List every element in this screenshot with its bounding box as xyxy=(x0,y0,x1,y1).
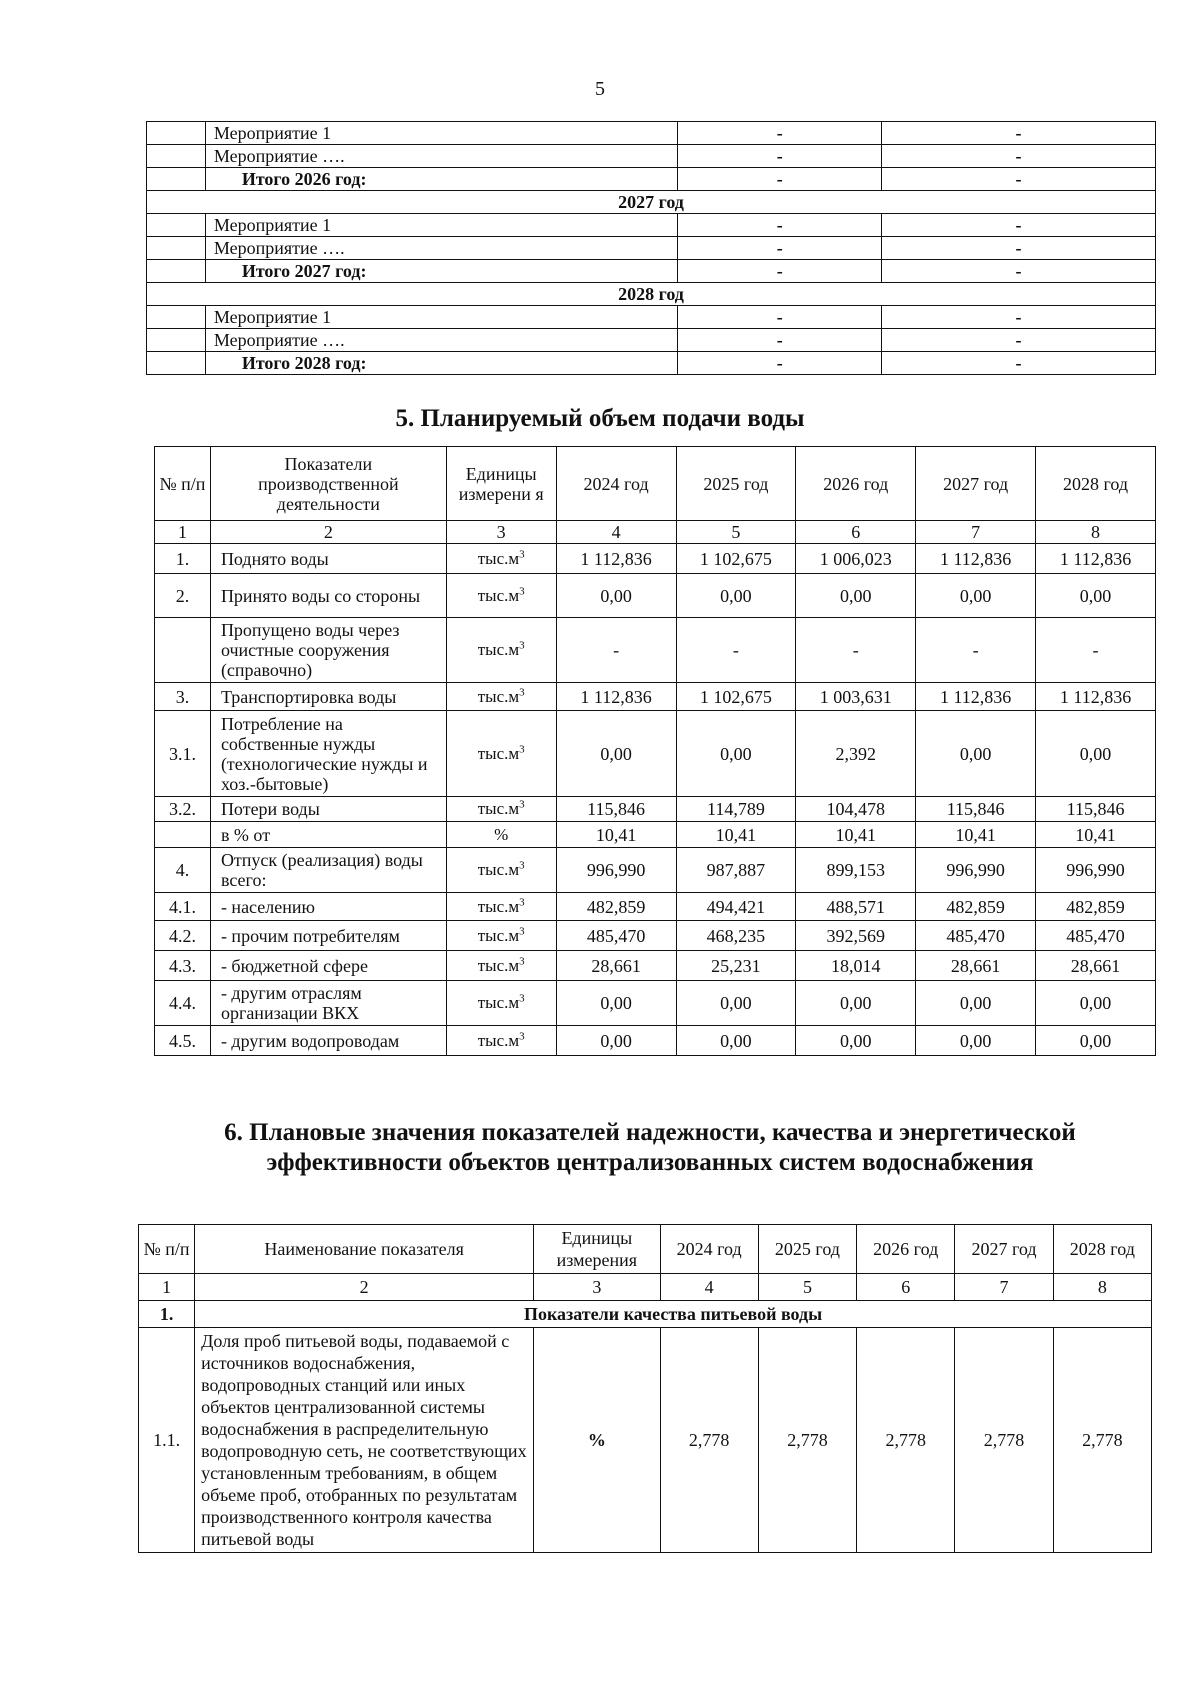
value-cell: 115,846 xyxy=(916,797,1036,822)
indicator-name: Поднято воды xyxy=(210,544,446,574)
unit-exponent: 3 xyxy=(519,1029,525,1042)
indicator-name: - прочим потребителям xyxy=(210,921,446,951)
column-number: 5 xyxy=(758,1274,856,1301)
column-number: 4 xyxy=(556,521,676,544)
header-cell: Наименование показателя xyxy=(195,1225,534,1274)
table-row xyxy=(155,544,1156,574)
row-number: 1.1. xyxy=(139,1328,195,1553)
unit-cell: % xyxy=(446,822,556,848)
event-value: - xyxy=(882,237,1156,260)
column-number-row xyxy=(139,1274,1152,1301)
value-cell: 1 102,675 xyxy=(676,683,796,711)
value-cell: 10,41 xyxy=(676,822,796,848)
unit-text: тыс.м xyxy=(477,548,520,568)
unit-cell xyxy=(446,1026,556,1056)
value-cell: 987,887 xyxy=(676,848,796,893)
unit-text: тыс.м xyxy=(477,955,520,975)
row-number xyxy=(147,168,206,191)
row-number: 4.3. xyxy=(155,951,211,981)
value-cell: 0,00 xyxy=(796,1026,916,1056)
unit-exponent: 3 xyxy=(519,584,525,597)
section-6-title: 6. Плановые значения показателей надежности, качества и энергетической эффективности объектов централизованных систем водоснабжения xyxy=(224,1119,1076,1176)
event-name: Мероприятие 1 xyxy=(205,214,678,237)
unit-cell xyxy=(446,711,556,797)
unit-text: тыс.м xyxy=(477,743,520,763)
event-name: Мероприятие 1 xyxy=(205,306,678,329)
reliability-indicators-table xyxy=(138,1224,1152,1553)
event-value: - xyxy=(678,237,882,260)
value-cell: 392,569 xyxy=(796,921,916,951)
row-number: 3.2. xyxy=(155,797,211,822)
value-cell: 18,014 xyxy=(796,951,916,981)
value-cell: 899,153 xyxy=(796,848,916,893)
value-cell: 115,846 xyxy=(1036,797,1156,822)
unit-cell xyxy=(446,683,556,711)
table-header-row xyxy=(155,447,1156,521)
event-value: - xyxy=(882,145,1156,168)
column-number: 1 xyxy=(155,521,211,544)
value-cell: 10,41 xyxy=(556,822,676,848)
event-row xyxy=(147,122,1156,145)
value-cell: 10,41 xyxy=(796,822,916,848)
unit-text: тыс.м xyxy=(477,1030,520,1050)
row-number: 4.1. xyxy=(155,893,211,921)
event-value: - xyxy=(678,145,882,168)
row-number xyxy=(155,822,211,848)
row-number xyxy=(147,352,206,375)
column-number: 6 xyxy=(857,1274,955,1301)
total-value: - xyxy=(678,260,882,283)
value-cell: 25,231 xyxy=(676,951,796,981)
unit-exponent: 3 xyxy=(519,685,525,698)
header-cell: 2028 год xyxy=(1053,1225,1151,1274)
value-cell: 1 112,836 xyxy=(916,683,1036,711)
row-number: 4. xyxy=(155,848,211,893)
row-number xyxy=(147,306,206,329)
column-number: 4 xyxy=(660,1274,758,1301)
row-number xyxy=(147,260,206,283)
event-name: Мероприятие 1 xyxy=(205,122,678,145)
header-cell: Единицы измерени я xyxy=(446,447,556,521)
column-number: 6 xyxy=(796,521,916,544)
unit-cell xyxy=(446,951,556,981)
indicator-name: - населению xyxy=(210,893,446,921)
header-cell: 2026 год xyxy=(796,447,916,521)
unit-text: тыс.м xyxy=(477,925,520,945)
value-cell: 0,00 xyxy=(556,981,676,1026)
value-cell: - xyxy=(1036,618,1156,683)
value-cell: 10,41 xyxy=(916,822,1036,848)
column-number: 2 xyxy=(195,1274,534,1301)
row-number: 1. xyxy=(155,544,211,574)
value-cell: 0,00 xyxy=(1036,711,1156,797)
row-number xyxy=(147,237,206,260)
indicator-name: Потребление на собственные нужды (технологические нужды и хоз.-бытовые) xyxy=(210,711,446,797)
column-number: 1 xyxy=(139,1274,195,1301)
value-cell: 0,00 xyxy=(676,574,796,618)
total-value: - xyxy=(882,168,1156,191)
value-cell: 482,859 xyxy=(1036,893,1156,921)
unit-text: тыс.м xyxy=(477,799,520,818)
value-cell: 1 112,836 xyxy=(1036,544,1156,574)
value-cell: 0,00 xyxy=(676,1026,796,1056)
value-cell: 485,470 xyxy=(916,921,1036,951)
table-row xyxy=(155,1026,1156,1056)
indicator-name: Пропущено воды через очистные сооружения (справочно) xyxy=(210,618,446,683)
value-cell: - xyxy=(796,618,916,683)
header-cell: 2024 год xyxy=(556,447,676,521)
value-cell: 1 102,675 xyxy=(676,544,796,574)
header-cell: 2028 год xyxy=(1036,447,1156,521)
header-cell: 2024 год xyxy=(660,1225,758,1274)
row-number: 3. xyxy=(155,683,211,711)
unit-cell xyxy=(446,893,556,921)
value-cell: 1 112,836 xyxy=(556,683,676,711)
events-table xyxy=(146,121,1156,375)
value-cell: 468,235 xyxy=(676,921,796,951)
header-cell: 2027 год xyxy=(916,447,1036,521)
section-5-title: 5. Планируемый объем подачи воды xyxy=(395,405,805,432)
row-number xyxy=(147,145,206,168)
unit-cell xyxy=(446,848,556,893)
table-row xyxy=(155,981,1156,1026)
unit-text: тыс.м xyxy=(477,993,520,1012)
unit-cell xyxy=(446,981,556,1026)
event-value: - xyxy=(678,329,882,352)
indicator-name: в % от xyxy=(210,822,446,848)
event-value: - xyxy=(678,306,882,329)
table-row xyxy=(155,683,1156,711)
table-row xyxy=(155,797,1156,822)
value-cell: 114,789 xyxy=(676,797,796,822)
value-cell: 996,990 xyxy=(1036,848,1156,893)
value-cell: 485,470 xyxy=(1036,921,1156,951)
total-row xyxy=(147,260,1156,283)
column-number: 8 xyxy=(1053,1274,1151,1301)
column-number: 8 xyxy=(1036,521,1156,544)
value-cell: 28,661 xyxy=(1036,951,1156,981)
value-cell: 1 112,836 xyxy=(556,544,676,574)
unit-cell xyxy=(446,797,556,822)
table-row xyxy=(155,848,1156,893)
value-cell: 28,661 xyxy=(556,951,676,981)
unit-cell: % xyxy=(534,1328,660,1553)
value-cell: 1 006,023 xyxy=(796,544,916,574)
indicator-name: Потери воды xyxy=(210,797,446,822)
unit-exponent: 3 xyxy=(519,924,525,937)
unit-exponent: 3 xyxy=(519,742,525,755)
total-row xyxy=(147,352,1156,375)
value-cell: 1 112,836 xyxy=(916,544,1036,574)
value-cell: 0,00 xyxy=(676,711,796,797)
indicator-name: - другим водопроводам xyxy=(210,1026,446,1056)
column-number: 2 xyxy=(210,521,446,544)
value-cell: 0,00 xyxy=(916,1026,1036,1056)
event-value: - xyxy=(882,214,1156,237)
event-value: - xyxy=(882,306,1156,329)
value-cell: 0,00 xyxy=(1036,1026,1156,1056)
value-cell: 482,859 xyxy=(556,893,676,921)
section-number: 1. xyxy=(139,1301,195,1328)
header-cell: 2027 год xyxy=(955,1225,1053,1274)
indicator-name: - бюджетной сфере xyxy=(210,951,446,981)
event-row xyxy=(147,237,1156,260)
total-value: - xyxy=(882,260,1156,283)
year-label: 2028 год xyxy=(147,283,1156,306)
value-cell: 0,00 xyxy=(796,981,916,1026)
table-row xyxy=(155,951,1156,981)
water-supply-volume-table xyxy=(154,446,1156,1056)
table-row xyxy=(139,1328,1152,1553)
row-number: 2. xyxy=(155,574,211,618)
column-number: 7 xyxy=(916,521,1036,544)
table-row xyxy=(155,574,1156,618)
event-name: Мероприятие …. xyxy=(205,145,678,168)
section-label: Показатели качества питьевой воды xyxy=(195,1301,1152,1328)
value-cell: 0,00 xyxy=(676,981,796,1026)
row-number xyxy=(147,214,206,237)
header-cell: 2025 год xyxy=(676,447,796,521)
column-number: 5 xyxy=(676,521,796,544)
value-cell: 115,846 xyxy=(556,797,676,822)
unit-exponent: 3 xyxy=(519,895,525,908)
value-cell: 104,478 xyxy=(796,797,916,822)
value-cell: 0,00 xyxy=(1036,981,1156,1026)
event-row xyxy=(147,214,1156,237)
total-row xyxy=(147,168,1156,191)
event-value: - xyxy=(882,122,1156,145)
table-header-row xyxy=(139,1225,1152,1274)
value-cell: 494,421 xyxy=(676,893,796,921)
header-cell: 2025 год xyxy=(758,1225,856,1274)
total-value: - xyxy=(882,352,1156,375)
value-cell: 28,661 xyxy=(916,951,1036,981)
value-cell: 0,00 xyxy=(556,1026,676,1056)
unit-text: тыс.м xyxy=(477,585,520,605)
value-cell: 2,778 xyxy=(857,1328,955,1553)
unit-exponent: 3 xyxy=(519,954,525,967)
row-number: 4.2. xyxy=(155,921,211,951)
total-label: Итого 2027 год: xyxy=(205,260,678,283)
value-cell: 10,41 xyxy=(1036,822,1156,848)
header-cell: № п/п xyxy=(139,1225,195,1274)
column-number: 3 xyxy=(534,1274,660,1301)
column-number: 3 xyxy=(446,521,556,544)
value-cell: 0,00 xyxy=(556,711,676,797)
column-number-row xyxy=(155,521,1156,544)
year-row xyxy=(147,191,1156,214)
event-value: - xyxy=(678,122,882,145)
unit-cell xyxy=(446,618,556,683)
value-cell: - xyxy=(676,618,796,683)
value-cell: 2,778 xyxy=(758,1328,856,1553)
header-cell: Единицы измерения xyxy=(534,1225,660,1274)
total-value: - xyxy=(678,168,882,191)
unit-exponent: 3 xyxy=(519,859,525,872)
unit-text: тыс.м xyxy=(477,640,520,659)
unit-text: тыс.м xyxy=(477,860,520,879)
value-cell: 1 003,631 xyxy=(796,683,916,711)
header-cell: № п/п xyxy=(155,447,211,521)
value-cell: 2,392 xyxy=(796,711,916,797)
total-value: - xyxy=(678,352,882,375)
row-number: 4.5. xyxy=(155,1026,211,1056)
event-row xyxy=(147,329,1156,352)
unit-cell xyxy=(446,921,556,951)
value-cell: 0,00 xyxy=(916,574,1036,618)
value-cell: 2,778 xyxy=(1053,1328,1151,1553)
table-row xyxy=(155,618,1156,683)
table-row xyxy=(155,893,1156,921)
unit-exponent: 3 xyxy=(519,547,525,560)
section-row xyxy=(139,1301,1152,1328)
indicator-name: Транспортировка воды xyxy=(210,683,446,711)
row-number xyxy=(147,122,206,145)
total-label: Итого 2026 год: xyxy=(205,168,678,191)
indicator-name: Отпуск (реализация) воды всего: xyxy=(210,848,446,893)
value-cell: 485,470 xyxy=(556,921,676,951)
event-value: - xyxy=(882,329,1156,352)
event-row xyxy=(147,306,1156,329)
event-row xyxy=(147,145,1156,168)
event-name: Мероприятие …. xyxy=(205,329,678,352)
table-row xyxy=(155,711,1156,797)
value-cell: 0,00 xyxy=(916,711,1036,797)
unit-text: тыс.м xyxy=(477,686,520,706)
table-row xyxy=(155,921,1156,951)
value-cell: 2,778 xyxy=(955,1328,1053,1553)
unit-text: тыс.м xyxy=(477,896,520,916)
value-cell: 996,990 xyxy=(916,848,1036,893)
indicator-name: Доля проб питьевой воды, подаваемой с источников водоснабжения, водопроводных станций или иных объектов централизованной системы водоснабжения в распределительную водопроводную сеть, не соответствующих установленным требованиям, в общем объеме проб, отобранных по результатам производственного контроля качества питьевой воды xyxy=(195,1328,534,1553)
event-value: - xyxy=(678,214,882,237)
indicator-name: Принято воды со стороны xyxy=(210,574,446,618)
value-cell: 0,00 xyxy=(916,981,1036,1026)
unit-exponent: 3 xyxy=(519,798,525,811)
value-cell: 996,990 xyxy=(556,848,676,893)
unit-exponent: 3 xyxy=(519,639,525,652)
column-number: 7 xyxy=(955,1274,1053,1301)
value-cell: 0,00 xyxy=(1036,574,1156,618)
value-cell: - xyxy=(916,618,1036,683)
row-number: 4.4. xyxy=(155,981,211,1026)
value-cell: 1 112,836 xyxy=(1036,683,1156,711)
indicator-name: - другим отраслям организации ВКХ xyxy=(210,981,446,1026)
value-cell: 0,00 xyxy=(796,574,916,618)
value-cell: 488,571 xyxy=(796,893,916,921)
unit-cell xyxy=(446,574,556,618)
year-row xyxy=(147,283,1156,306)
row-number xyxy=(155,618,211,683)
event-name: Мероприятие …. xyxy=(205,237,678,260)
total-label: Итого 2028 год: xyxy=(205,352,678,375)
table-row xyxy=(155,822,1156,848)
year-label: 2027 год xyxy=(147,191,1156,214)
value-cell: 482,859 xyxy=(916,893,1036,921)
unit-exponent: 3 xyxy=(519,992,525,1005)
page-number: 5 xyxy=(595,78,605,100)
unit-cell xyxy=(446,544,556,574)
value-cell: 2,778 xyxy=(660,1328,758,1553)
value-cell: 0,00 xyxy=(556,574,676,618)
value-cell: - xyxy=(556,618,676,683)
header-cell: Показатели производственной деятельности xyxy=(210,447,446,521)
row-number: 3.1. xyxy=(155,711,211,797)
row-number xyxy=(147,329,206,352)
header-cell: 2026 год xyxy=(857,1225,955,1274)
